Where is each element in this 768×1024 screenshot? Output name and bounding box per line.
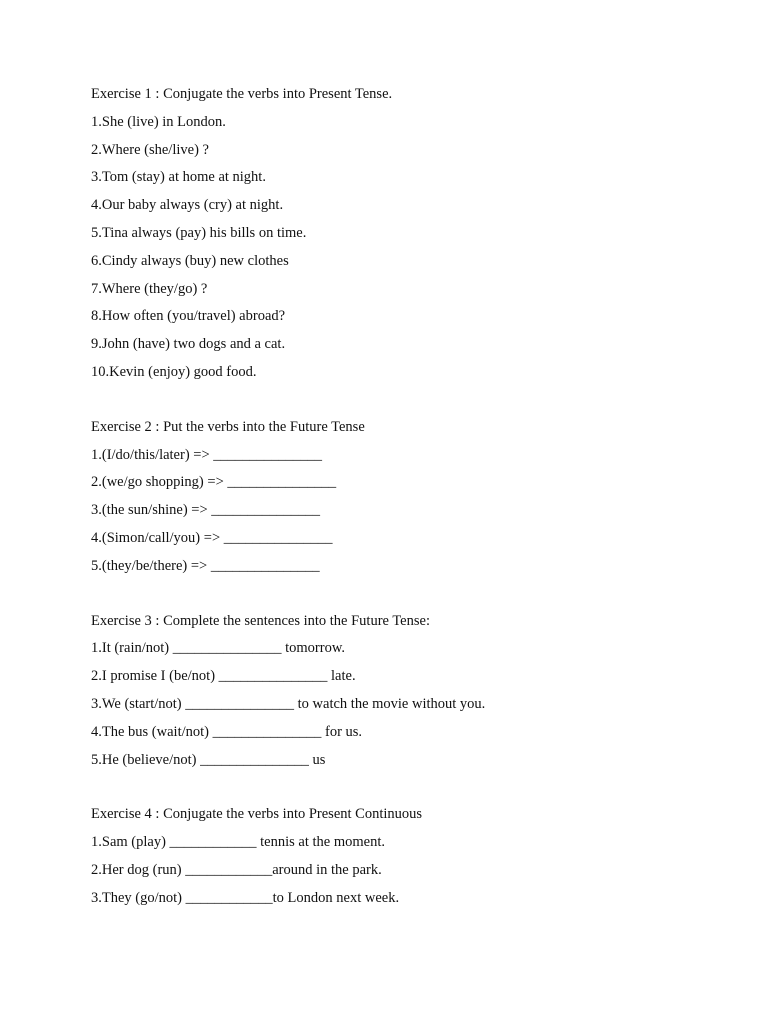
exercise-1 bbox=[91, 85, 731, 382]
section-spacer bbox=[91, 391, 731, 418]
exercise-item: 10.Kevin (enjoy) good food. bbox=[91, 363, 257, 380]
section-spacer bbox=[91, 778, 731, 805]
exercise-item: 3.Tom (stay) at home at night. bbox=[91, 169, 266, 186]
exercise-item: 9.John (have) two dogs and a cat. bbox=[91, 336, 286, 353]
exercise-item: 4.Our baby always (cry) at night. bbox=[91, 197, 284, 214]
exercise-heading: Exercise 2 : Put the verbs into the Future Tense bbox=[91, 418, 365, 435]
exercise-item: 5.Tina always (pay) his bills on time. bbox=[91, 224, 307, 241]
exercise-item: 7.Where (they/go) ? bbox=[91, 280, 208, 297]
exercise-heading: Exercise 1 : Conjugate the verbs into Present Tense. bbox=[91, 86, 393, 102]
exercise-heading: Exercise 3 : Complete the sentences into the Future Tense: bbox=[91, 612, 430, 629]
exercise-item: 2.Where (she/live) ? bbox=[91, 141, 209, 158]
exercise-item: 2.Her dog (run) ____________around in the park. bbox=[91, 861, 382, 878]
exercise-item: 1.(I/do/this/later) => _______________ bbox=[91, 446, 323, 463]
exercise-item: 2.I promise I (be/not) _______________ late. bbox=[91, 668, 356, 685]
exercise-item: 4.The bus (wait/not) _______________ for us. bbox=[91, 723, 363, 740]
exercise-item: 3.They (go/not) ____________to London next week. bbox=[91, 889, 400, 906]
exercise-item: 1.Sam (play) ____________ tennis at the moment. bbox=[91, 834, 385, 851]
exercise-4 bbox=[91, 805, 731, 907]
exercise-item: 5.(they/be/there) => _______________ bbox=[91, 557, 320, 574]
section-spacer bbox=[91, 585, 731, 612]
exercise-item: 3.We (start/not) _______________ to watch the movie without you. bbox=[91, 695, 486, 712]
exercise-3 bbox=[91, 612, 731, 770]
exercise-item: 1.It (rain/not) _______________ tomorrow. bbox=[91, 640, 345, 657]
exercise-item: 2.(we/go shopping) => _______________ bbox=[91, 474, 337, 491]
exercise-item: 4.(Simon/call/you) => _______________ bbox=[91, 529, 333, 546]
exercise-item: 5.He (believe/not) _______________ us bbox=[91, 751, 326, 768]
exercise-item: 6.Cindy always (buy) new clothes bbox=[91, 252, 289, 269]
exercise-2 bbox=[91, 418, 731, 576]
exercise-item: 3.(the sun/shine) => _______________ bbox=[91, 502, 321, 519]
worksheet-page bbox=[91, 85, 731, 917]
exercise-heading: Exercise 4 : Conjugate the verbs into Present Continuous bbox=[91, 806, 423, 823]
exercise-item: 8.How often (you/travel) abroad? bbox=[91, 308, 286, 325]
exercise-item: 1.She (live) in London. bbox=[91, 113, 226, 130]
